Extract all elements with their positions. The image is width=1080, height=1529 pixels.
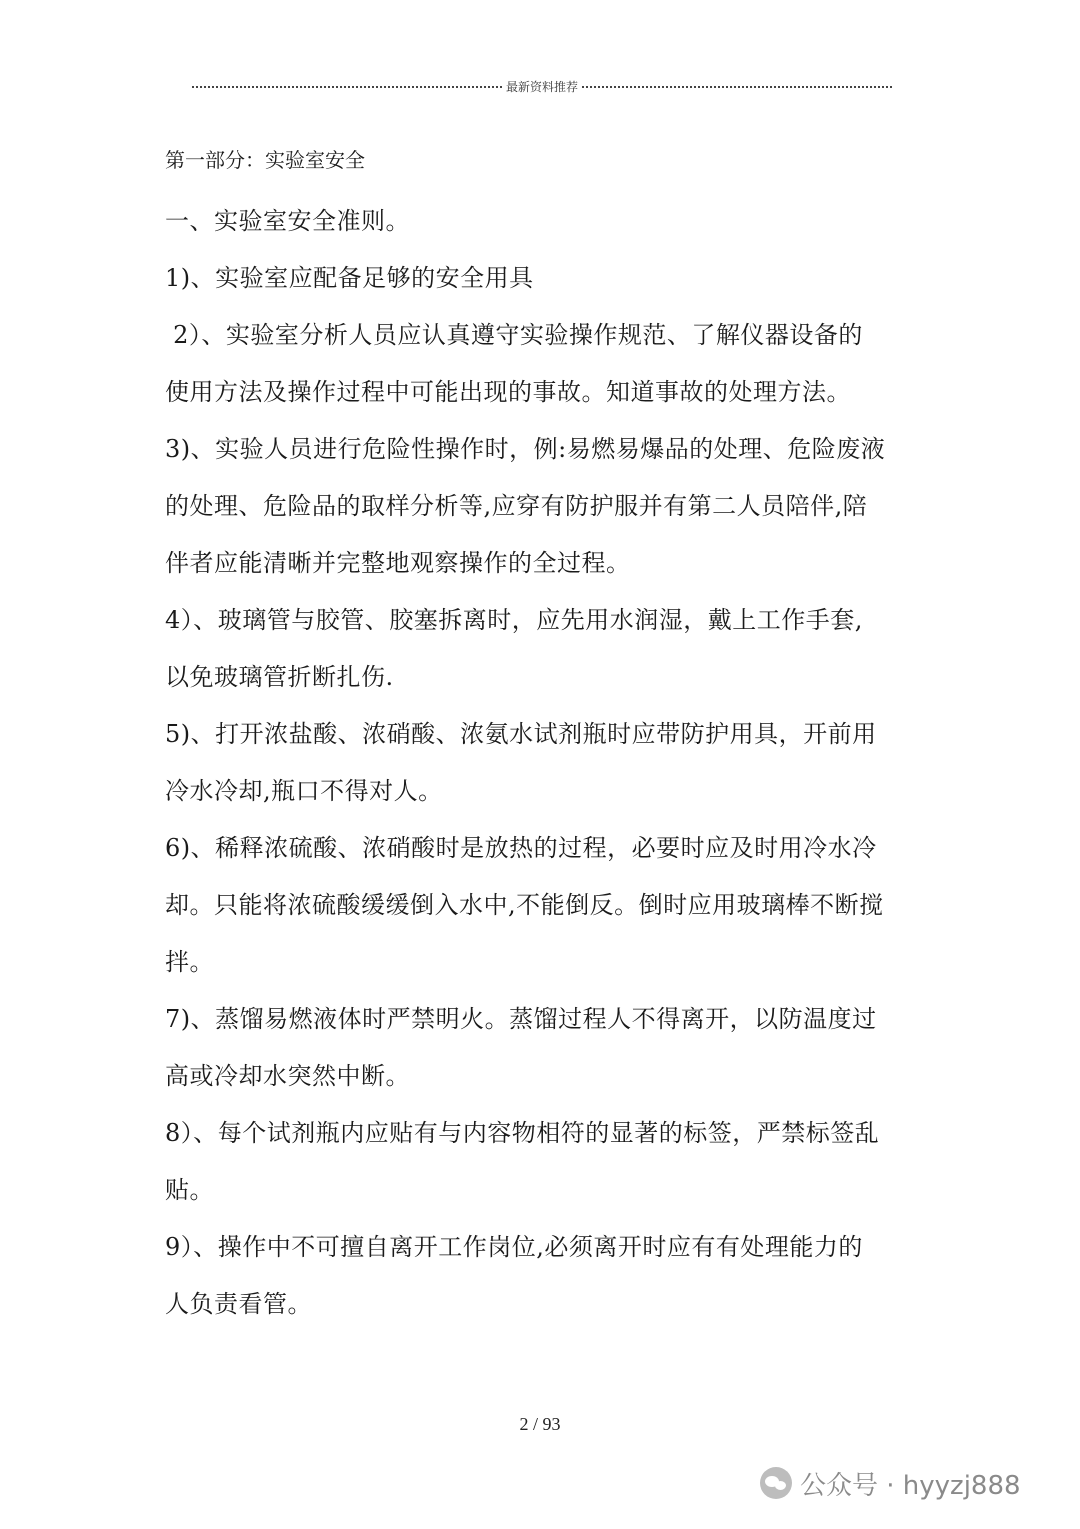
paragraph-item-7: 7)、蒸馏易燃液体时严禁明火。蒸馏过程人不得离开，以防温度过 高或冷却水突然中断。	[165, 1005, 877, 1090]
page-number: 2 / 93	[519, 1414, 561, 1434]
paragraph-item-2: 2）、实验室分析人员应认真遵守实验操作规范、了解仪器设备的 使用方法及操作过程中可能出现的事故。知道事故的处理方法。	[165, 321, 863, 406]
section-title: 第一部分：实验室安全	[165, 148, 365, 172]
paragraph-item-3: 3)、实验人员进行危险性操作时，例:易燃易爆品的处理、危险废液 的处理、危险品的取样分析等,应穿有防护服并有第二人员陪伴,陪 伴者应能清晰并完整地观察操作的全过程。	[165, 435, 886, 577]
header-title: 最新资料推荐	[506, 79, 579, 94]
paragraph-item-8: 8）、每个试剂瓶内应贴有与内容物相符的显著的标签，严禁标签乱 贴。	[165, 1119, 880, 1204]
wechat-icon	[760, 1467, 792, 1499]
paragraph-item-5: 5)、打开浓盐酸、浓硝酸、浓氨水试剂瓶时应带防护用具，开前用 冷水冷却,瓶口不得对人。	[165, 720, 877, 805]
header-dotted-line-right	[582, 86, 892, 88]
paragraph-item-1: 1)、实验室应配备足够的安全用具	[165, 264, 534, 292]
watermark-text: 公众号 · hyyzj888	[800, 1470, 1021, 1501]
document-body	[165, 138, 925, 1333]
watermark	[760, 1463, 1021, 1503]
paragraph-item-9: 9）、操作中不可擅自离开工作岗位,必须离开时应有有处理能力的 人负责看管。	[165, 1233, 863, 1318]
paragraph-item-6: 6)、稀释浓硫酸、浓硝酸时是放热的过程，必要时应及时用冷水冷 却。只能将浓硫酸缓缓倒入水中,不能倒反。倒时应用玻璃棒不断搅 拌。	[165, 834, 884, 976]
paragraph-heading: 一、实验室安全准则。	[165, 207, 410, 235]
paragraph-item-4: 4）、玻璃管与胶管、胶塞拆离时，应先用水润湿，戴上工作手套, 以免玻璃管折断扎伤.	[165, 606, 863, 691]
page-header	[192, 76, 892, 96]
header-dotted-line-left	[192, 86, 502, 88]
